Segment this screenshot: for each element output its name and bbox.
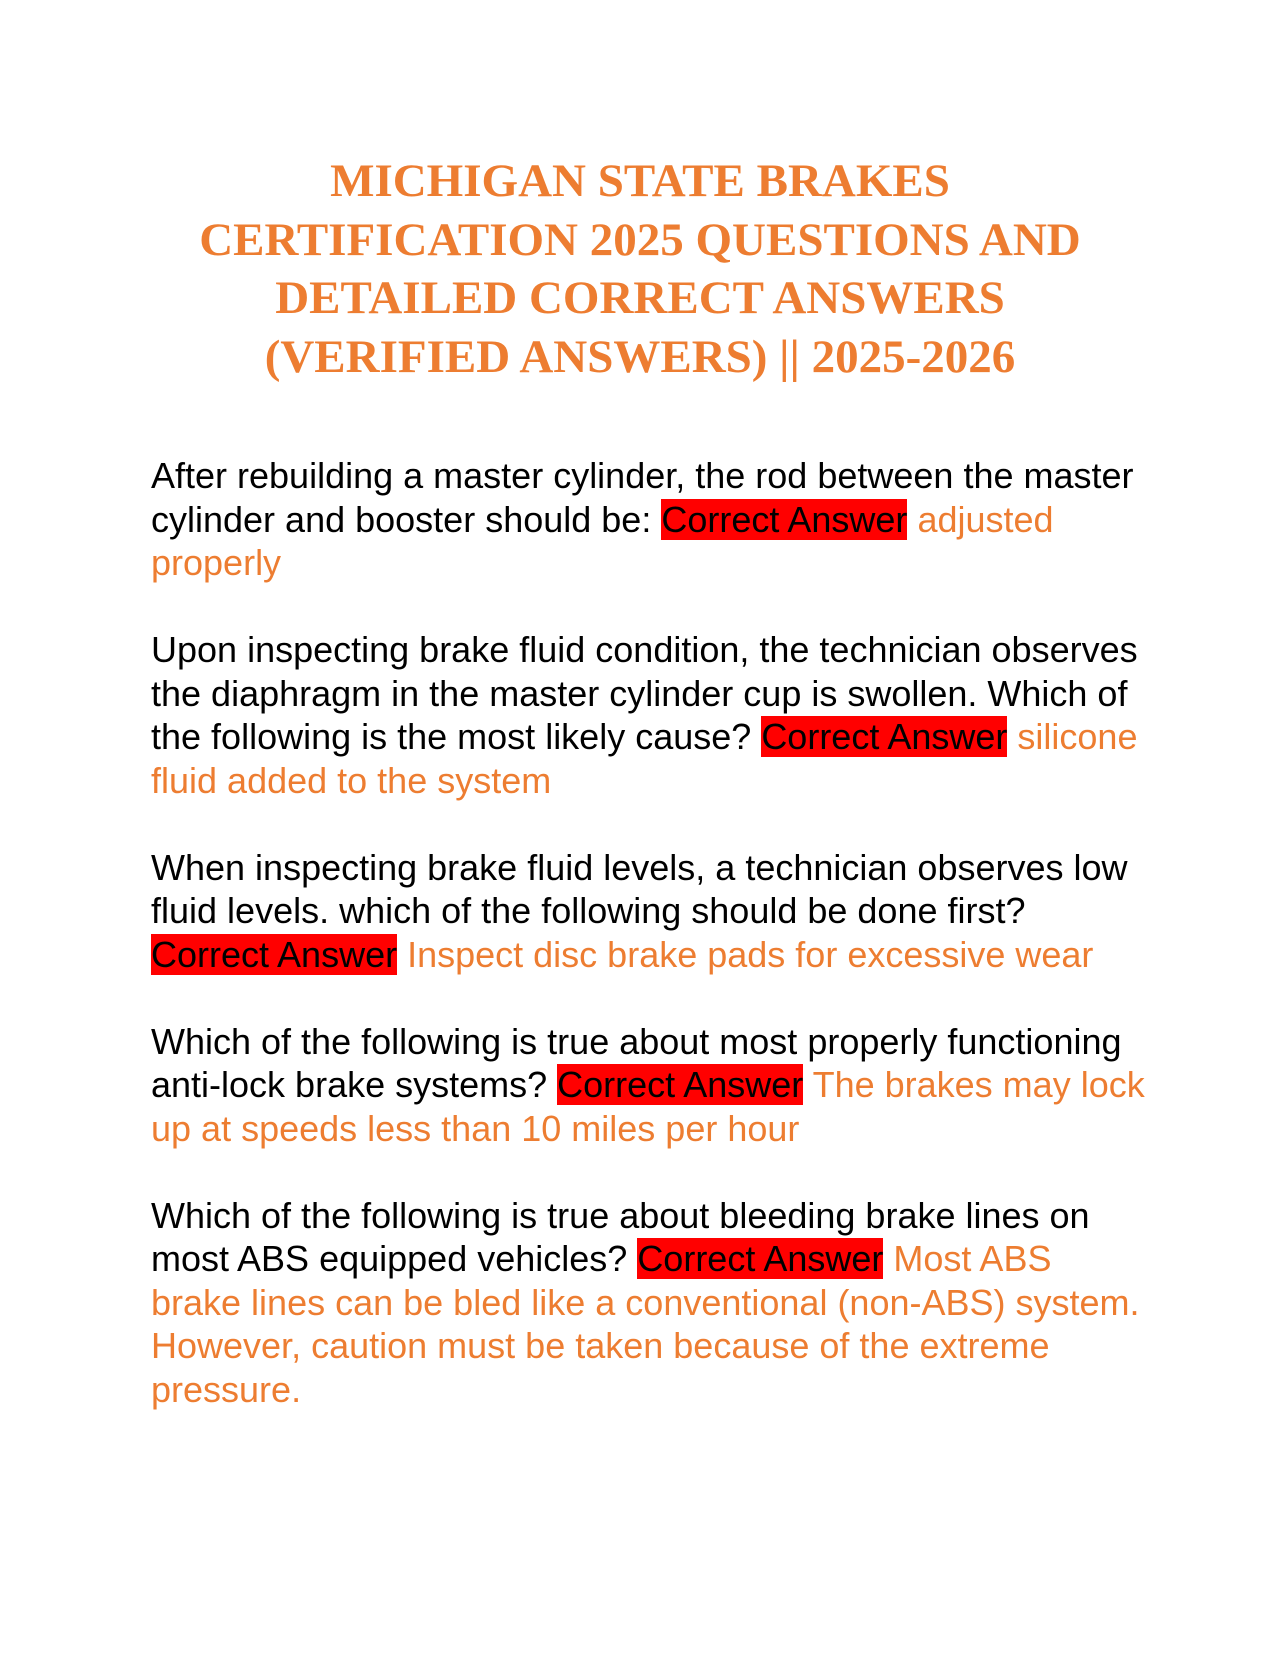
question-text: Upon inspecting brake fluid condition, the technician observes the diaphragm in the master cylinder cup is swollen. Which of the following is the most likely cause? (151, 629, 1138, 757)
correct-answer-label: Correct Answer (637, 1238, 884, 1279)
answer-text: Inspect disc brake pads for excessive wear (407, 933, 1094, 975)
answer-text: silicone fluid added to the system (151, 716, 1138, 801)
qa-list (151, 454, 1151, 1455)
correct-answer-label: Correct Answer (761, 716, 1008, 757)
correct-answer-label: Correct Answer (557, 1064, 804, 1105)
question-text: When inspecting brake fluid levels, a technician observes low fluid levels. which of the following should be done first? (151, 846, 1128, 931)
qa-item-2 (151, 628, 1151, 802)
qa-item-5 (151, 1194, 1151, 1412)
correct-answer-label: Correct Answer (151, 933, 398, 975)
correct-answer-label: Correct Answer (661, 498, 908, 540)
answer-text: Most ABS brake lines can be bled like a conventional (non-ABS) system. However, caution must be taken because of the extreme pressure. (151, 1238, 1140, 1410)
qa-item-1 (151, 454, 1151, 585)
qa-item-4 (151, 1020, 1151, 1151)
qa-item-3 (151, 846, 1151, 977)
document-title: MICHIGAN STATE BRAKES CERTIFICATION 2025 QUESTIONS AND DETAILED CORRECT ANSWERS (VERIFIED ANSWERS) || 2025-2026 (199, 155, 1081, 383)
question-text: After rebuilding a master cylinder, the rod between the master cylinder and booster should be: (151, 455, 1134, 540)
answer-text: adjusted properly (151, 498, 1054, 583)
question-text: Which of the following is true about bleeding brake lines on most ABS equipped vehicles? (151, 1194, 1090, 1279)
answer-text: The brakes may lock up at speeds less than 10 miles per hour (151, 1064, 1145, 1149)
question-text: Which of the following is true about most properly functioning anti-lock brake systems? (151, 1020, 1122, 1105)
